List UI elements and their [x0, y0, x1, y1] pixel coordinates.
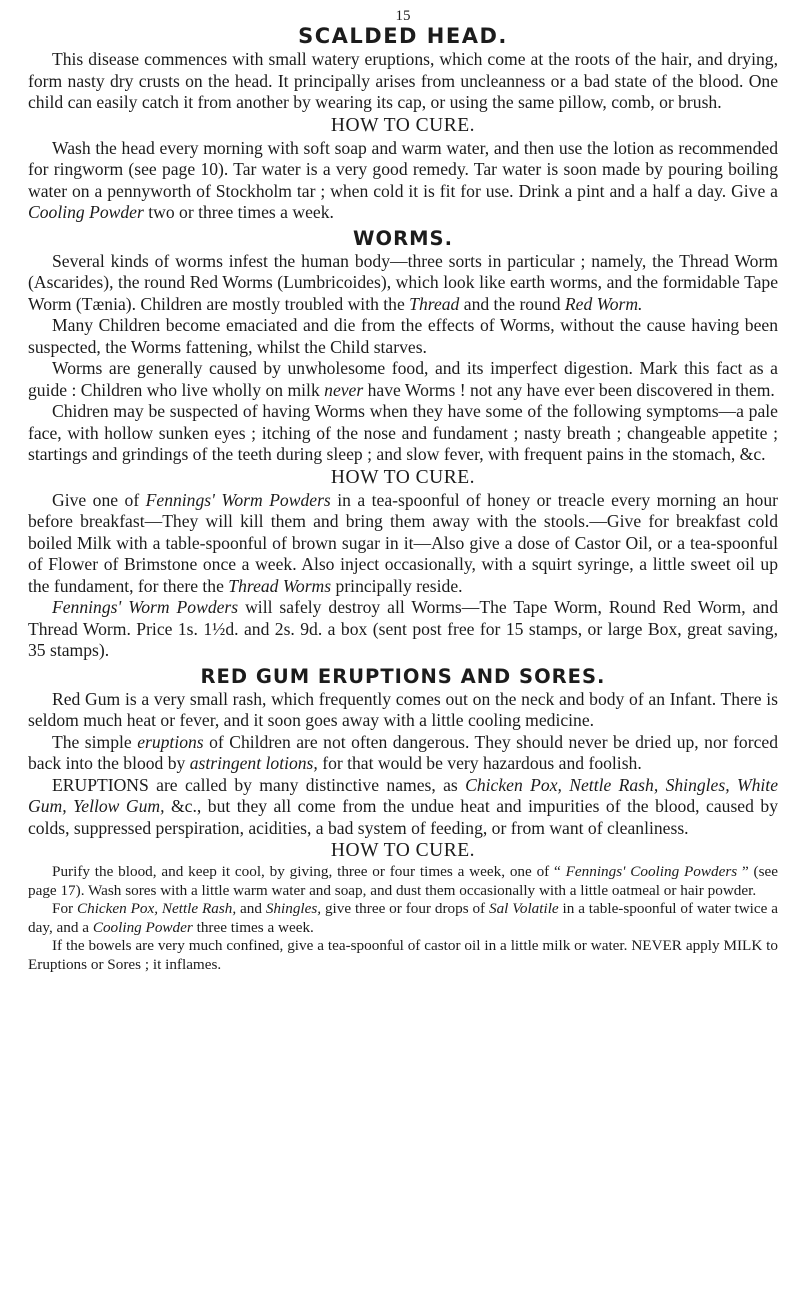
- worms-paragraph-3: Worms are generally caused by unwholesome food, and its imperfect digestion. Mark this fact as a guide : Children who live wholly on milk never have Worms ! not any have ever been discovered in them.: [28, 358, 778, 400]
- red-gum-paragraph-1: Red Gum is a very small rash, which frequently comes out on the neck and body of an Infant. There is seldom much heat or fever, and it soon goes away with a little cooling medicine.: [28, 688, 778, 730]
- red-gum-cure-paragraph-3: If the bowels are very much confined, give a tea-spoonful of castor oil in a little milk or water. NEVER apply MILK to Eruptions or Sores ; it inflames.: [28, 937, 778, 973]
- worms-paragraph-4: Chidren may be suspected of having Worms when they have some of the following symptoms—a pale face, with hollow sunken eyes ; itching of the nose and fundament ; nasty breath ; changeable appetite ; startings and grindings of the teeth during sleep ; and slow fever, with frequent pains in the stomach, &c.: [28, 401, 778, 464]
- scalded-head-intro: This disease commences with small watery eruptions, which come at the roots of the hair, and drying, form nasty dry crusts on the head. It principally arises from uncleanness or a bad state of the blood. One child can easily catch it from another by wearing its cap, or using the same pillow, comb, or brush.: [28, 49, 778, 112]
- worms-paragraph-2: Many Children become emaciated and die from the effects of Worms, without the cause having been suspected, the Worms fattening, whilst the Child starves.: [28, 315, 778, 357]
- red-gum-paragraph-3: ERUPTIONS are called by many distinctive names, as Chicken Pox, Nettle Rash, Shingles, White Gum, Yellow Gum, &c., but they all come from the undue heat and impurities of the blood, caused by colds, suppressed perspiration, acidities, a bad system of feeding, or from want of cleanliness.: [28, 774, 779, 838]
- red-gum-cure-paragraph-1: Purify the blood, and keep it cool, by giving, three or four times a week, one of “ Fennings' Cooling Powders ” (see page 17). Wash sores with a little warm water and soap, and dust them occasionally with a little oatmeal or hair powder.: [28, 863, 778, 899]
- section-title-scalded-head: SCALDED HEAD.: [298, 24, 508, 48]
- worms-paragraph-1: Several kinds of worms infest the human body—three sorts in particular ; namely, the Thread Worm (Ascarides), the round Red Worms (Lumbricoides), which look like earth worms, and the formidable Tape Worm (Tænia). Children are mostly troubled with the Thread and the round Red Worm.: [28, 250, 778, 314]
- cooling-powder-emphasis: Cooling Powder: [28, 202, 144, 222]
- section-title-worms: WORMS.: [353, 226, 453, 250]
- worms-cure-paragraph-2: Fennings' Worm Powders will safely destroy all Worms—The Tape Worm, Round Red Worm, and Thread Worm. Price 1s. 1½d. and 2s. 9d. a box (sent post free for 15 stamps, or large Box, great saving, 35 stamps).: [28, 597, 778, 660]
- red-gum-paragraph-2: The simple eruptions of Children are not often dangerous. They should never be dried up, nor forced back into the blood by astringent lotions, for that would be very hazardous and foolish.: [28, 731, 778, 773]
- section-title-red-gum: RED GUM ERUPTIONS AND SORES.: [200, 664, 606, 688]
- red-gum-cure-heading: HOW TO CURE.: [330, 840, 476, 861]
- worms-cure-paragraph-1: Give one of Fennings' Worm Powders in a tea-spoonful of honey or treacle every morning an hour before breakfast—They will kill them and bring them away with the stools.—Give for breakfast cold boiled Milk with a table-spoonful of brown sugar in it—Also give a dose of Castor Oil, or a tea-spoonful of Flower of Brimstone once a week. Also inject occasionally, with a squirt syringe, a little sweet oil up the fundament, for there the Thread Worms principally reside.: [28, 489, 778, 596]
- page-number: 15: [395, 8, 411, 24]
- red-gum-cure-paragraph-2: For Chicken Pox, Nettle Rash, and Shingles, give three or four drops of Sal Volatile in a table-spoonful of water twice a day, and a Cooling Powder three times a week.: [28, 900, 778, 936]
- scalded-head-cure-text: Wash the head every morning with soft soap and warm water, and then use the lotion as recommended for ringworm (see page 10). Tar water is a very good remedy. Tar water is soon made by pouring boiling water on a pennyworth of Stockholm tar ; when cold it is fit for use. Drink a pint and a half a day. Give a Cooling Powder two or three times a week.: [28, 137, 778, 222]
- worms-cure-heading: HOW TO CURE.: [330, 466, 476, 488]
- book-page: [0, 8, 800, 1295]
- scalded-head-cure-heading: HOW TO CURE.: [330, 114, 476, 136]
